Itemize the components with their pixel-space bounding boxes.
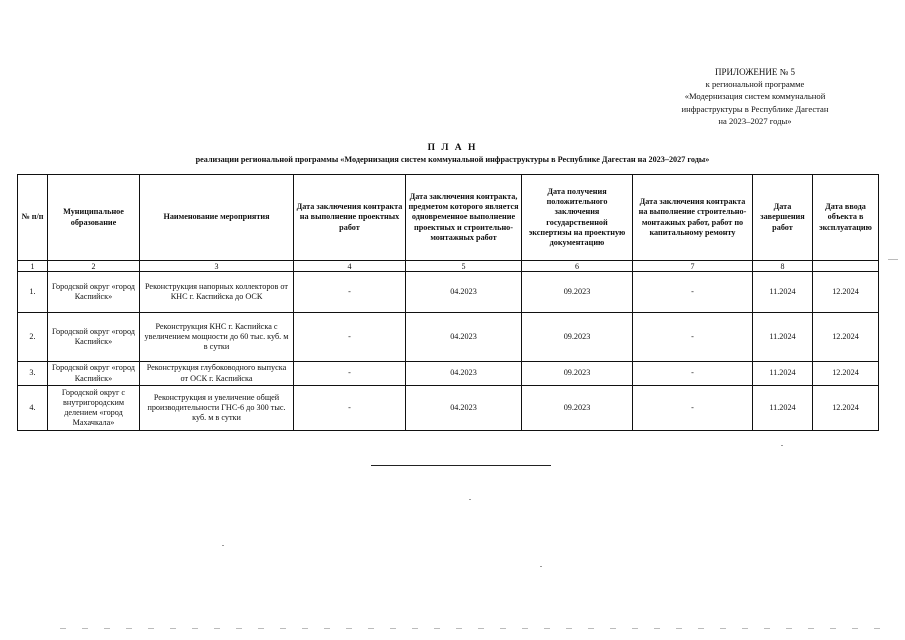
expertise-date-cell: 09.2023 <box>522 272 633 313</box>
combined-contract-date-cell: 04.2023 <box>406 362 522 386</box>
header-combined-contract-date: Дата заключения контракта, предметом которого является одновременное выполнение проектных и строительно-монтажных работ <box>406 175 522 261</box>
design-contract-date-cell: - <box>294 272 406 313</box>
appendix-line: к региональной программе <box>705 79 805 90</box>
combined-contract-date-cell: 04.2023 <box>406 313 522 362</box>
row-number: 3. <box>18 362 48 386</box>
table-row <box>18 272 879 313</box>
measure-name-cell: Реконструкция КНС г. Каспийска с увеличением мощности до 60 тыс. куб. м в сутки <box>140 313 294 362</box>
row-number: 1. <box>18 272 48 313</box>
completion-date-cell: 11.2024 <box>753 313 813 362</box>
municipality-cell: Городской округ с внутригородским делением «город Махачкала» <box>48 386 140 431</box>
commissioning-date-cell: 12.2024 <box>813 272 879 313</box>
header-measure-name: Наименование мероприятия <box>140 175 294 261</box>
table-row <box>18 313 879 362</box>
completion-date-cell: 11.2024 <box>753 362 813 386</box>
plan-title: П Л А Н <box>427 143 478 153</box>
scan-artifact <box>888 259 898 260</box>
design-contract-date-cell: - <box>294 362 406 386</box>
scan-artifact <box>60 628 880 629</box>
header-construction-contract-date: Дата заключения контракта на выполнение строительно-монтажных работ, работ по капитальному ремонту <box>633 175 753 261</box>
header-expertise-date: Дата получения положительного заключения государственной экспертизы на проектную документацию <box>522 175 633 261</box>
design-contract-date-cell: - <box>294 386 406 431</box>
combined-contract-date-cell: 04.2023 <box>406 386 522 431</box>
expertise-date-cell: 09.2023 <box>522 386 633 431</box>
municipality-cell: Городской округ «город Каспийск» <box>48 313 140 362</box>
construction-contract-date-cell: - <box>633 313 753 362</box>
measure-name-cell: Реконструкция глубоководного выпуска от ОСК г. Каспийска <box>140 362 294 386</box>
commissioning-date-cell: 12.2024 <box>813 362 879 386</box>
appendix-number: ПРИЛОЖЕНИЕ № 5 <box>714 67 796 77</box>
row-number: 4. <box>18 386 48 431</box>
scan-artifact <box>540 566 542 567</box>
construction-contract-date-cell: - <box>633 386 753 431</box>
scan-artifact <box>469 499 471 500</box>
expertise-date-cell: 09.2023 <box>522 313 633 362</box>
header-number: № п/п <box>18 175 48 261</box>
scan-artifact <box>222 545 224 546</box>
completion-date-cell: 11.2024 <box>753 272 813 313</box>
plan-subtitle: реализации региональной программы «Модернизация систем коммунальной инфраструктуры в Республике Дагестан на 2023–2027 годы» <box>195 155 710 164</box>
column-number: 5 <box>406 261 522 272</box>
header-commissioning-date: Дата ввода объекта в эксплуатацию <box>813 175 879 261</box>
column-number: 4 <box>294 261 406 272</box>
column-number: 6 <box>522 261 633 272</box>
construction-contract-date-cell: - <box>633 362 753 386</box>
column-number-row <box>18 261 879 272</box>
table-header-row <box>18 175 879 261</box>
measure-name-cell: Реконструкция напорных коллекторов от КНС г. Каспийска до ОСК <box>140 272 294 313</box>
row-number: 2. <box>18 313 48 362</box>
construction-contract-date-cell: - <box>633 272 753 313</box>
combined-contract-date-cell: 04.2023 <box>406 272 522 313</box>
table-row <box>18 386 879 431</box>
column-number: 3 <box>140 261 294 272</box>
header-completion-date: Дата завершения работ <box>753 175 813 261</box>
commissioning-date-cell: 12.2024 <box>813 313 879 362</box>
appendix-line: «Модернизация систем коммунальной <box>684 91 826 102</box>
plan-table <box>17 174 879 431</box>
column-number <box>813 261 879 272</box>
municipality-cell: Городской округ «город Каспийск» <box>48 272 140 313</box>
table-row <box>18 362 879 386</box>
header-municipality: Муниципальное образование <box>48 175 140 261</box>
header-design-contract-date: Дата заключения контракта на выполнение проектных работ <box>294 175 406 261</box>
completion-date-cell: 11.2024 <box>753 386 813 431</box>
design-contract-date-cell: - <box>294 313 406 362</box>
expertise-date-cell: 09.2023 <box>522 362 633 386</box>
column-number: 2 <box>48 261 140 272</box>
municipality-cell: Городской округ «город Каспийск» <box>48 362 140 386</box>
commissioning-date-cell: 12.2024 <box>813 386 879 431</box>
appendix-line: инфраструктуры в Республике Дагестан <box>681 103 829 114</box>
appendix-line: на 2023–2027 годы» <box>718 115 792 126</box>
signature-line <box>371 465 551 466</box>
measure-name-cell: Реконструкция и увеличение общей производительности ГНС-6 до 300 тыс. куб. м в сутки <box>140 386 294 431</box>
scan-artifact <box>781 445 783 446</box>
column-number: 7 <box>633 261 753 272</box>
column-number: 8 <box>753 261 813 272</box>
column-number: 1 <box>18 261 48 272</box>
appendix-header <box>650 66 860 127</box>
